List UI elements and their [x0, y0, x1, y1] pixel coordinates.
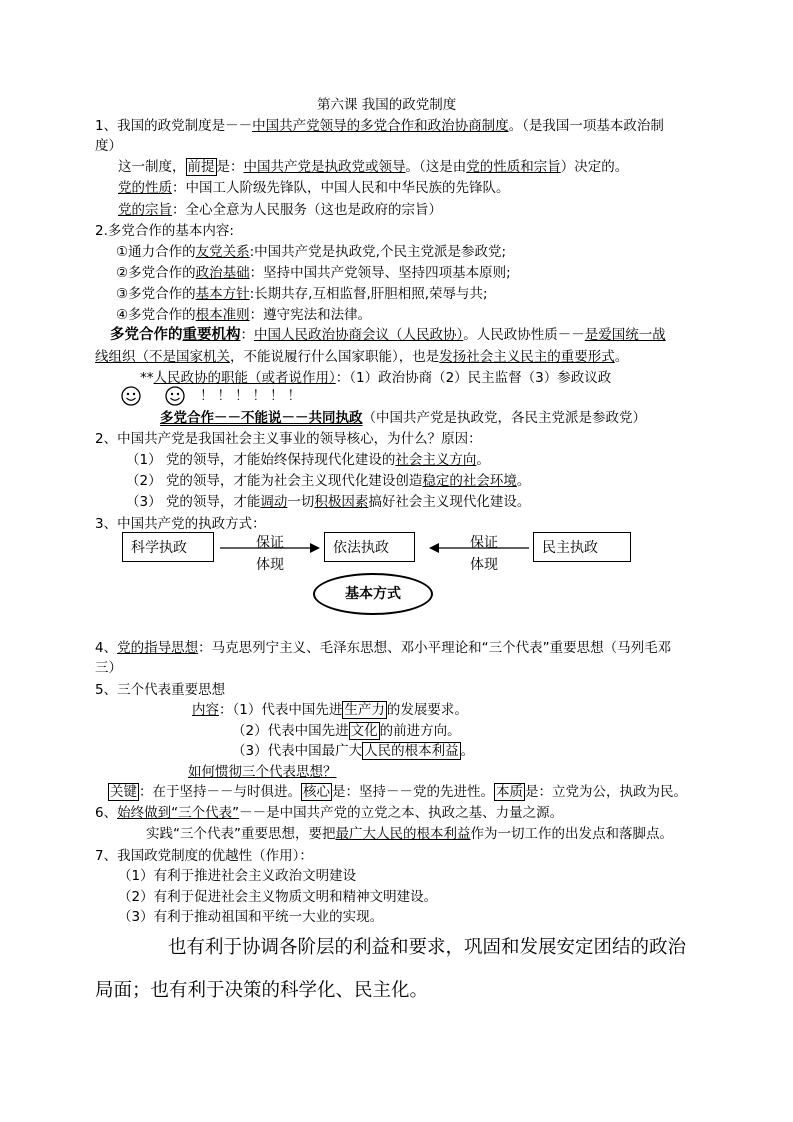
- s8-paragraph-line1: 也有利于协调各阶层的利益和要求，巩固和发展安定团结的政治: [168, 937, 687, 958]
- s2-not-coexec: 多党合作－－不能说－－共同执政（中国共产党是执政党，各民主党派是参政党）: [160, 410, 646, 426]
- smiley-face-icon: [121, 386, 141, 406]
- s1-premise: 这一制度， 前提 是：中国共产党是执政党或领导。（这是由党的性质和宗旨）决定的。: [118, 159, 629, 175]
- s1-line1: 1、我国的政党制度是－－中国共产党领导的多党合作和政治协商制度。（是我国一项基本政治制: [95, 118, 664, 134]
- s8-advantage1: （1）有利于推进社会主义政治文明建设: [118, 868, 357, 884]
- s1-line2: 度）: [95, 138, 122, 154]
- smiley-face-icon: [165, 386, 185, 406]
- s5-line1: 4、党的指导思想：马克思列宁主义、毛泽东思想、邓小平理论和“三个代表”重要思想（马列毛邓: [95, 640, 672, 656]
- s2-item3: ③多党合作的基本方针:长期共存,互相监督,肝胆相照,荣辱与共;: [116, 286, 488, 302]
- s3-heading: 2、中国共产党是我国社会主义事业的领导核心，为什么？原因：: [95, 431, 482, 447]
- s6-key-points: 关键 ：在于坚持－－与时俱进。 核心 是：坚持－－党的先进性。 本质 是：立党为公，执政为民。: [110, 784, 687, 800]
- s6-content1: 内容：（1）代表中国先进 生产力 的发展要求。: [192, 702, 468, 718]
- s8-advantage2: （2）有利于促进社会主义物质文明和精神文明建设。: [118, 889, 438, 905]
- s7-line2: 实践“三个代表”重要思想，要把最广大人民的根本利益作为一切工作的出发点和落脚点。: [146, 826, 673, 842]
- s8-paragraph-line2: 局面；也有利于决策的科学化、民主化。: [95, 980, 429, 1001]
- s2-item1: ①通力合作的友党关系:中国共产党是执政党,个民主党派是参政党;: [116, 244, 506, 260]
- s6-how: 如何惯彻三个代表思想？: [188, 764, 337, 780]
- box-law-based-governance: 依法执政: [324, 532, 415, 562]
- oval-basic-method: 基本方式: [313, 573, 433, 615]
- s2-organ-line2: 线组织（不是国家机关，不能说履行什么国家职能），也是发扬社会主义民主的重要形式。: [95, 349, 629, 365]
- s3-reason2: （2） 党的领导，才能为社会主义现代化建设创造稳定的社会环境。: [126, 473, 531, 489]
- s2-organ-line1: 多党合作的重要机构：中国人民政治协商会议（人民政协）。人民政协性质－－是爱国统一战: [110, 327, 666, 343]
- s8-advantage3: （3）有利于推动祖国和平统一大业的实现。: [118, 909, 384, 925]
- s5-line2: 三）: [95, 660, 122, 676]
- s1-nature: 党的性质：中国工人阶级先锋队，中国人民和中华民族的先锋队。: [118, 180, 510, 196]
- s6-content3: （3）代表中国最广大 人民的根本利益 。: [232, 743, 475, 759]
- s8-heading: 7、我国政党制度的优越性（作用）：: [95, 848, 313, 864]
- s2-function: **人民政协的职能（或者说作用）：（1）政治协商（2）民主监督（3）参政议政: [140, 370, 612, 386]
- s3-reason3: （3） 党的领导，才能调动一切积极因素搞好社会主义现代化建设。: [126, 494, 531, 510]
- s2-heading: 2.多党合作的基本内容:: [95, 223, 234, 239]
- exclamation-marks: ！！！！！！: [200, 388, 305, 404]
- box-scientific-governance: 科学执政: [122, 532, 214, 562]
- s2-item2: ②多党合作的政治基础：坚持中国共产党领导、坚持四项基本原则;: [116, 265, 511, 281]
- label-guarantee-right: 保证: [470, 535, 498, 551]
- s7-line1: 6、始终做到“三个代表”－－是中国共产党的立党之本、执政之基、力量之源。: [95, 805, 564, 821]
- box-democratic-governance: 民主执政: [533, 532, 631, 562]
- label-guarantee-left: 保证: [256, 535, 284, 551]
- s6-heading: 5、三个代表重要思想: [95, 682, 226, 698]
- label-embody-left: 体现: [256, 557, 284, 573]
- page-title: 第六课 我国的政党制度: [317, 97, 457, 113]
- s2-item4: ④多党合作的根本准则：遵守宪法和法律。: [116, 307, 372, 323]
- label-embody-right: 体现: [470, 557, 498, 573]
- s1-purpose: 党的宗旨：全心全意为人民服务（这也是政府的宗旨）: [118, 202, 442, 218]
- s4-heading: 3、中国共产党的执政方式：: [95, 516, 266, 532]
- s6-content2: （2）代表中国先进 文化 的前进方向。: [232, 723, 461, 739]
- s3-reason1: （1） 党的领导，才能始终保持现代化建设的社会主义方向。: [126, 452, 490, 468]
